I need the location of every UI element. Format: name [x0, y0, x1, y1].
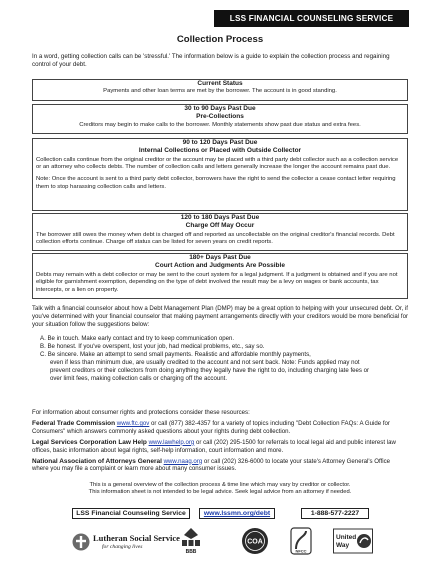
- stage-subheading: Pre-Collections: [196, 113, 244, 121]
- stage-subheading: Charge Off May Occur: [185, 222, 255, 230]
- resource-text: or call (202) 295-1500 for referrals to local legal aid and public interest law offices, basic information about legal rights, self-help information, court information and more.: [32, 438, 396, 454]
- suggestion-list: [40, 335, 380, 382]
- stage-heading: 120 to 180 Days Past Due: [180, 214, 260, 221]
- footer-org-name: LSS Financial Counseling Service: [72, 508, 190, 519]
- page-title: Collection Process: [176, 34, 264, 45]
- dmp-paragraph: Talk with a financial counselor about how a Debt Management Plan (DMP) may be a great option to helping with your unsecured debt. Or, if you've determined with your financial counselor that making payment arrangements directly with your creditors would be more beneficial for your situation follow the suggestions below:: [32, 305, 408, 328]
- list-item-text: Be in touch. Make early contact and try to keep communication open.: [47, 335, 235, 342]
- united-way-line1: United: [336, 534, 357, 541]
- nfcc-label: NFCC: [295, 548, 307, 554]
- nfcc-seal-icon: [290, 527, 312, 555]
- list-item-text: Be sincere. Make an attempt to send small payments. Realistic and affordable monthly payments,: [47, 350, 311, 358]
- bbb-torch-icon: [178, 527, 204, 547]
- stage-120-180-days: [32, 213, 408, 251]
- resources-section: [32, 409, 408, 473]
- resource-item: [32, 439, 408, 455]
- list-item: [40, 343, 380, 351]
- disclaimer-line: This is a general overview of the collection process & time line which may vary by creditor or collector.: [89, 482, 351, 488]
- stage-text: The borrower still owes the money when debt is charged off and reported as uncollectable on the original creditor's financial records. Debt collection efforts continue. Charge off status can be listed for seven years on credit reports.: [36, 231, 395, 246]
- resource-link[interactable]: www.ftc.gov: [116, 419, 150, 427]
- stage-180-plus-days: [32, 253, 408, 299]
- resource-name: National Association of Attorneys General: [32, 457, 162, 465]
- stage-subheading: Internal Collections or Placed with Outside Collector: [138, 147, 302, 155]
- list-item-continuation: even if less than minimum due, are usually credited to the account and not sent back. Note: Funds applied may not prevent creditors or their collectors from doing anything they legally have the right to do, including charging late fees or over limit fees, making collection calls or charging off the account.: [50, 358, 370, 382]
- stage-subheading: Court Action and Judgments Are Possible: [155, 262, 285, 270]
- list-item: [40, 351, 380, 359]
- list-marker: A.: [40, 335, 46, 342]
- stage-current-status: [32, 79, 408, 101]
- stage-30-90-days: [32, 104, 408, 134]
- stage-text: Debts may remain with a debt collector or may be sent to the court system for a legal judgment. If a judgment is obtained and if you are not eligible for garnishment exemption, depending on the type of debt involved the result may be a levy on wages or bank accounts, tax intercepts, or a lien on property.: [36, 271, 398, 293]
- bbb-logo: [178, 527, 204, 555]
- lss-logo-tagline: for changing lives: [102, 544, 143, 550]
- united-way-logo: [333, 527, 373, 555]
- lss-cross-icon: [72, 533, 90, 551]
- footer-phone: 1-888-577-2227: [301, 508, 369, 519]
- coa-seal-icon: [240, 527, 270, 555]
- list-item-text: Be honest. If you've overspent, lost your job, had medical problems, etc., say so.: [47, 342, 265, 350]
- coa-accreditation-logo: [240, 527, 270, 555]
- header-banner: LSS FINANCIAL COUNSELING SERVICE: [214, 10, 409, 27]
- coa-label: COA: [247, 538, 263, 546]
- stage-90-120-days: [32, 138, 408, 211]
- stage-heading: 180+ Days Past Due: [189, 254, 251, 261]
- logo-strip: [0, 527, 440, 557]
- disclaimer: [0, 482, 440, 497]
- united-way-line2: Way: [336, 542, 350, 549]
- resource-name: Legal Services Corporation Law Help: [32, 438, 147, 446]
- stage-heading: Current Status: [197, 80, 243, 87]
- lutheran-social-service-logo: [72, 531, 180, 555]
- stage-heading: 90 to 120 Days Past Due: [182, 139, 258, 146]
- list-marker: B.: [40, 342, 46, 350]
- stage-heading: 30 to 90 Days Past Due: [184, 105, 256, 112]
- united-way-hand-icon: [333, 527, 373, 555]
- resource-item: [32, 420, 408, 436]
- footer-url-link[interactable]: www.lssmn.org/debt: [199, 508, 275, 519]
- nfcc-logo: [290, 527, 312, 555]
- resource-item: [32, 458, 408, 474]
- stage-text: Collection calls continue from the original creditor or the account may be placed with a third party debt collector such as a collection service or an attorney who collects debts. The number of collection calls and letters generally increase the longer the account remains past due.: [36, 156, 399, 171]
- resource-link[interactable]: www.lawhelp.org: [148, 438, 195, 446]
- resources-intro: For information about consumer rights and protections consider these resources:: [32, 409, 250, 416]
- resource-name: Federal Trade Commission: [32, 419, 116, 427]
- list-marker: C.: [40, 350, 47, 358]
- resource-text: or call (877) 382-4357 for a variety of topics including "Debt Collection FAQs: A Guide for Consumers" which answers commonly asked questions about your rights during debt collection.: [32, 419, 390, 435]
- stage-note: Note: Once the account is sent to a third party debt collector, borrowers have the right to send the collector a cease contact letter requiring them to stop harassing collection calls and letters.: [36, 176, 396, 190]
- resource-text: or call (202) 326-6000 to locate your state's Attorney General's Office where you may file a complaint or learn more about many consumer issues.: [32, 457, 391, 473]
- disclaimer-line: This information sheet is not intended to be legal advice. Seek legal advice from an attorney if needed.: [88, 489, 352, 496]
- list-item: [40, 335, 380, 343]
- bbb-label: BBB: [185, 549, 197, 555]
- stage-text: Creditors may begin to make calls to the borrower. Monthly statements show past due status and extra fees.: [79, 121, 361, 128]
- lss-logo-name: Lutheran Social Service: [93, 533, 180, 543]
- resource-link[interactable]: www.naag.org: [163, 457, 203, 465]
- stage-text: Payments and other loan terms are met by the borrower. The account is in good standing.: [103, 88, 337, 95]
- intro-text: In a word, getting collection calls can be 'stressful.' The information below is a guide to explain the collection process and regaining control of your debt.: [32, 53, 390, 68]
